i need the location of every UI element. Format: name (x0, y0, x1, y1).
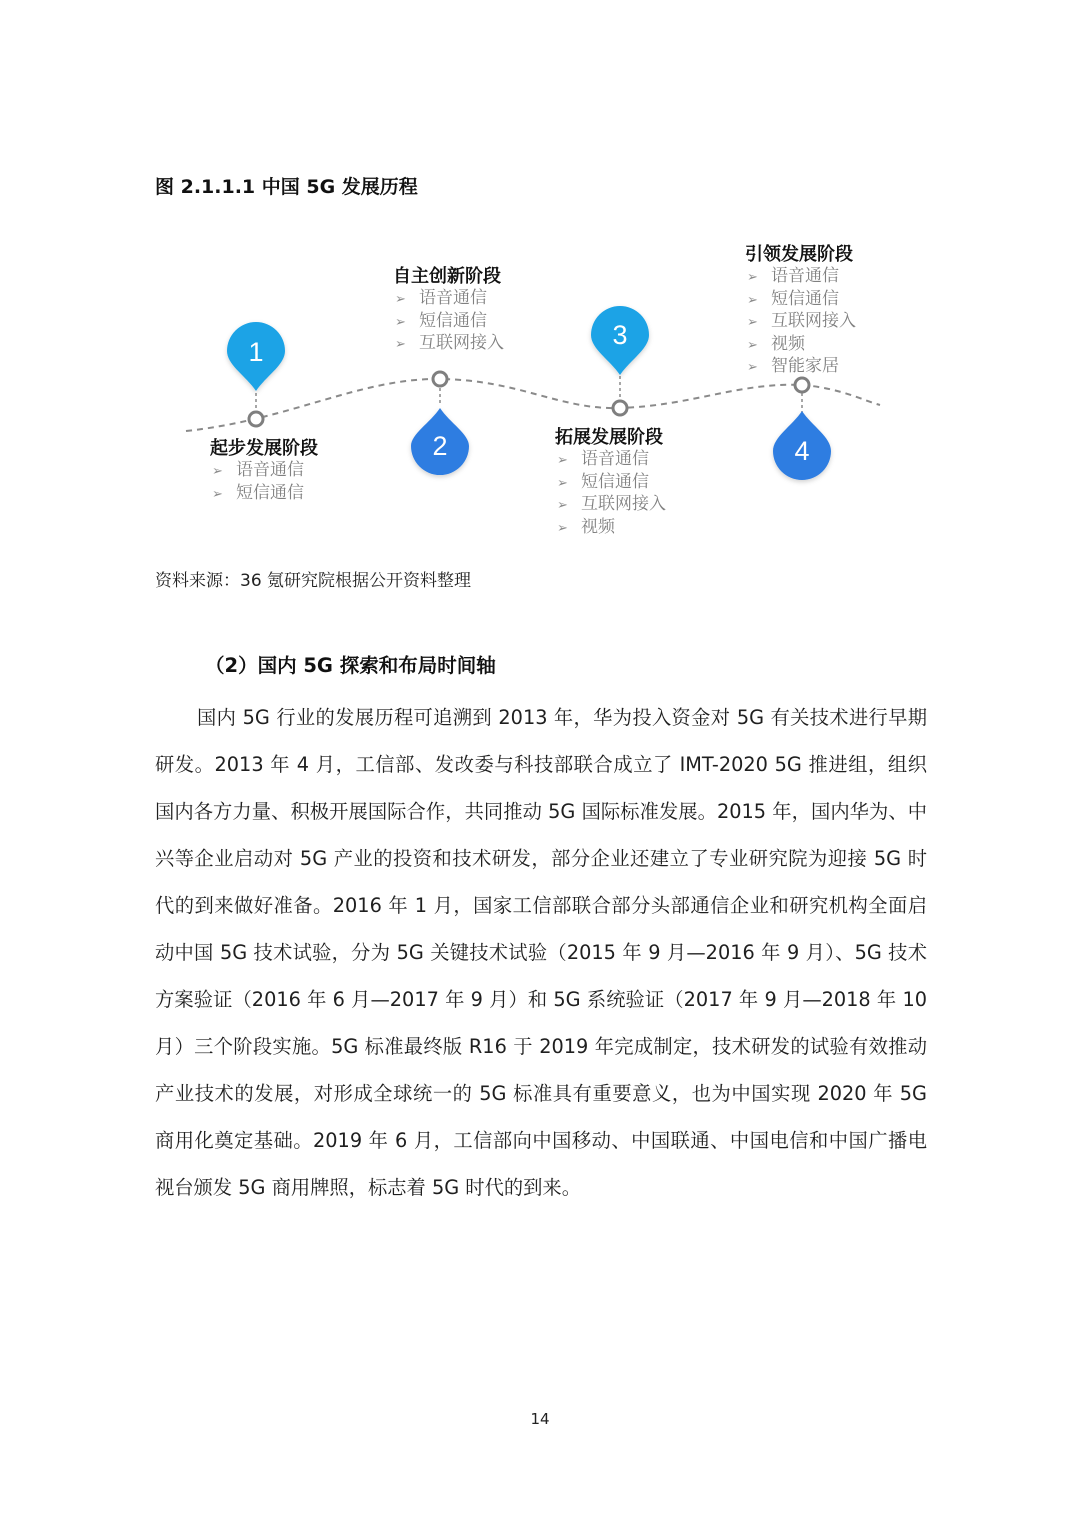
stage-4-item: ➢ 语音通信 (745, 266, 856, 289)
pin-2-number: 2 (432, 431, 448, 461)
body-paragraph: 国内 5G 行业的发展历程可追溯到 2013 年，华为投入资金对 5G 有关技术进行早期研发。2013 年 4 月，工信部、发改委与科技部联合成立了 IMT-2020 5G 推进组，组织国内各方力量、积极开展国际合作，共同推动 5G 国际标准发展。2015 年，国内华为、中兴等企业启动对 5G 产业的投资和技术研发，部分企业还建立了专业研究院为迎接 5G 时代的到来做好准备。2016 年 1 月，国家工信部联合部分头部通信企业和研究机构全面启动中国 5G 技术试验，分为 5G 关键技术试验（2015 年 9 月—2016 年 9 月）、5G 技术方案验证（2016 年 6 月—2017 年 9 月）和 5G 系统验证（2017 年 9 月—2018 年 10 月）三个阶段实施。5G 标准最终版 R16 于 2019 年完成制定，技术研发的试验有效推动产业技术的发展，对形成全球统一的 5G 标准具有重要意义，也为中国实现 2020 年 5G 商用化奠定基础。2019 年 6 月，工信部向中国移动、中国联通、中国电信和中国广播电视台颁发 5G 商用牌照，标志着 5G 时代的到来。 (155, 706, 927, 1199)
development-timeline-diagram (0, 230, 1080, 550)
stage-2-item: ➢ 短信通信 (393, 311, 504, 334)
arrow-bullet-icon: ➢ (747, 315, 758, 330)
timeline-graphic (0, 230, 1080, 550)
stage-2-name: 自主创新阶段 (393, 266, 501, 287)
stage-2-block (393, 266, 504, 356)
stage-4-block (745, 244, 856, 379)
stage-3-item: ➢ 互联网接入 (555, 494, 666, 517)
stage-1-name: 起步发展阶段 (210, 438, 318, 459)
stage-4-item: ➢ 短信通信 (745, 289, 856, 312)
arrow-bullet-icon: ➢ (557, 453, 568, 468)
stage-3-block (555, 427, 666, 539)
stage-1-item: ➢ 语音通信 (210, 460, 318, 483)
pin-1-number: 1 (248, 337, 264, 367)
stage-4-name: 引领发展阶段 (745, 244, 853, 265)
arrow-bullet-icon: ➢ (747, 270, 758, 285)
stage-2-item: ➢ 互联网接入 (393, 333, 504, 356)
figure-title: 图 2.1.1.1 中国 5G 发展历程 (155, 176, 418, 198)
stage-3-item: ➢ 视频 (555, 517, 666, 540)
stage-2-item: ➢ 语音通信 (393, 288, 504, 311)
arrow-bullet-icon: ➢ (747, 292, 758, 308)
arrow-bullet-icon: ➢ (212, 464, 223, 479)
stage-3-name: 拓展发展阶段 (555, 427, 663, 448)
arrow-bullet-icon: ➢ (395, 292, 406, 307)
timeline-node-3 (613, 401, 627, 415)
arrow-bullet-icon: ➢ (212, 486, 223, 502)
stage-3-item: ➢ 语音通信 (555, 449, 666, 472)
arrow-bullet-icon: ➢ (557, 520, 568, 536)
timeline-node-2 (433, 372, 447, 386)
arrow-bullet-icon: ➢ (395, 337, 406, 352)
stage-1-item: ➢ 短信通信 (210, 483, 318, 506)
arrow-bullet-icon: ➢ (747, 337, 758, 353)
figure-source-note: 资料来源：36 氪研究院根据公开资料整理 (155, 571, 472, 591)
section-heading: （2）国内 5G 探索和布局时间轴 (205, 654, 496, 677)
pin-3-number: 3 (612, 320, 628, 350)
arrow-bullet-icon: ➢ (557, 475, 568, 491)
stage-3-item: ➢ 短信通信 (555, 472, 666, 495)
page-number: 14 (530, 1410, 550, 1428)
timeline-node-1 (249, 412, 263, 426)
stage-4-item: ➢ 智能家居 (745, 356, 856, 379)
arrow-bullet-icon: ➢ (747, 360, 758, 375)
arrow-bullet-icon: ➢ (557, 498, 568, 513)
timeline-node-4 (795, 378, 809, 392)
arrow-bullet-icon: ➢ (395, 314, 406, 330)
stage-1-block (210, 438, 318, 505)
stage-4-item: ➢ 互联网接入 (745, 311, 856, 334)
pin-4-number: 4 (794, 436, 810, 466)
timeline-curve (186, 379, 880, 431)
stage-4-item: ➢ 视频 (745, 334, 856, 357)
